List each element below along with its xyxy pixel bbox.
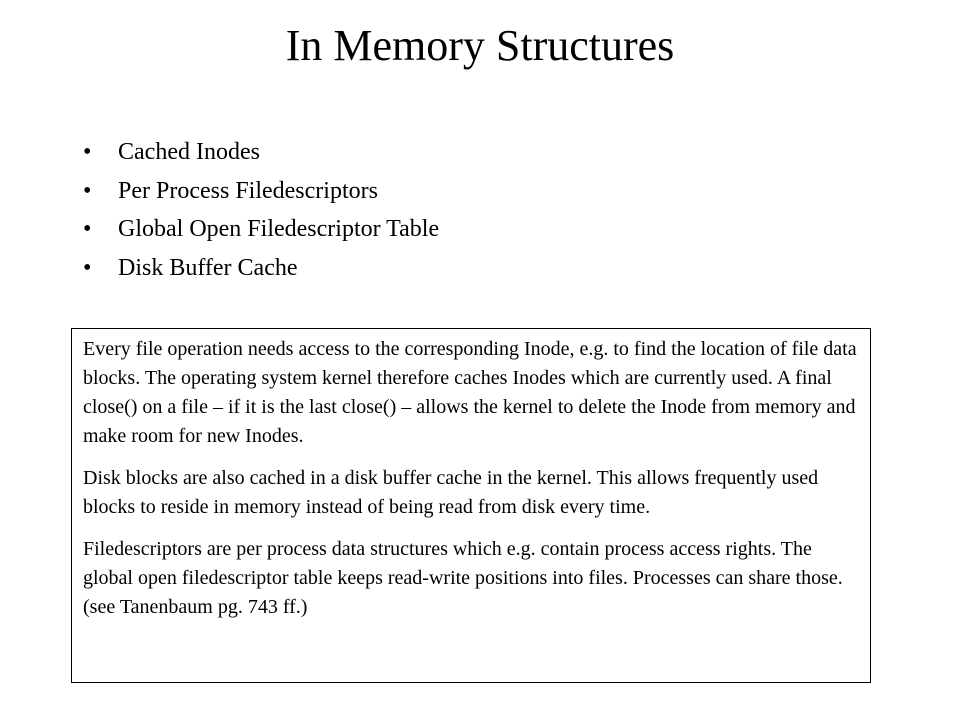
notes-paragraph-disk-buffer: Disk blocks are also cached in a disk buffer cache in the kernel. This allows frequently used blocks to reside in memory instead of being read from disk every time.	[83, 467, 819, 518]
bullet-item-cached-inodes	[80, 133, 439, 172]
bullet-item-global-open-filedescriptor-table	[80, 210, 439, 249]
bullet-item-disk-buffer-cache	[80, 249, 439, 288]
notes-paragraph-filedescriptors: Filedescriptors are per process data structures which e.g. contain process access rights. The global open filedescriptor table keeps read-write positions into files. Processes can share those. (see Tanenbaum pg. 743 ff.)	[83, 538, 843, 618]
bullet-text: Disk Buffer Cache	[118, 254, 298, 281]
bullet-icon: •	[83, 177, 92, 204]
bullet-icon: •	[83, 139, 92, 165]
notes-box	[71, 328, 871, 683]
bullet-item-per-process-filedescriptors	[80, 172, 439, 211]
bullet-text: Per Process Filedescriptors	[118, 177, 378, 204]
notes-paragraph-inodes: Every file operation needs access to the corresponding Inode, e.g. to find the location of file data blocks. The operating system kernel therefore caches Inodes which are currently used. A final close() on a file – if it is the last close() – allows the kernel to delete the Inode from memory and make room for new Inodes.	[83, 338, 857, 447]
bullet-list	[80, 133, 439, 287]
bullet-text: Global Open Filedescriptor Table	[118, 216, 440, 242]
bullet-icon: •	[83, 216, 92, 242]
bullet-icon: •	[83, 254, 92, 281]
bullet-text: Cached Inodes	[118, 139, 260, 165]
slide-title: In Memory Structures	[285, 21, 675, 70]
